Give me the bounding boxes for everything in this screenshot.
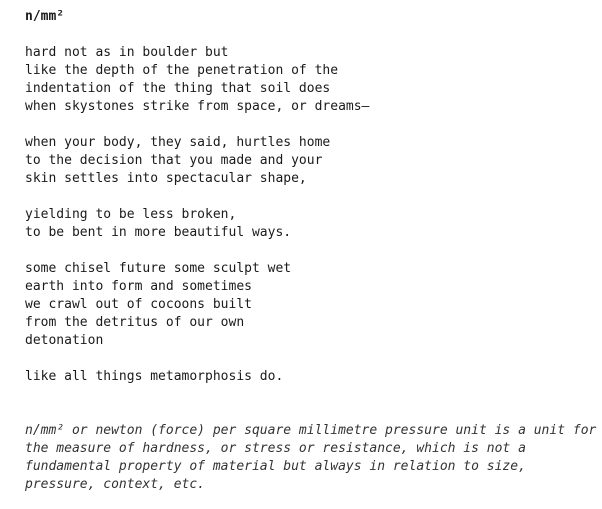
poem-line: we crawl out of cocoons built — [25, 297, 252, 312]
poem-line: indentation of the thing that soil does — [25, 81, 331, 96]
poem-line: to the decision that you made and your — [25, 153, 323, 168]
footnote-line: the measure of hardness, or stress or resistance, which is not a — [25, 441, 526, 456]
stanza-3 — [25, 206, 595, 242]
stanza-1 — [25, 44, 595, 116]
poem-line: some chisel future some sculpt wet — [25, 261, 292, 276]
poem-line: detonation — [25, 333, 104, 348]
poem-title: n/mm² — [25, 9, 65, 24]
stanza-4 — [25, 260, 595, 350]
poem-line: like all things metamorphosis do. — [25, 369, 284, 384]
stanza-5 — [25, 368, 595, 386]
poem-line: when skystones strike from space, or dreams— — [25, 99, 370, 114]
stanza-2 — [25, 134, 595, 188]
poem-line: yielding to be less broken, — [25, 207, 237, 222]
footnote-line: pressure, context, etc. — [25, 477, 206, 492]
poem-line: like the depth of the penetration of the — [25, 63, 339, 78]
poem-line: skin settles into spectacular shape, — [25, 171, 307, 186]
footnote — [25, 422, 595, 494]
poem-line: when your body, they said, hurtles home — [25, 135, 331, 150]
poem-line: hard not as in boulder but — [25, 45, 229, 60]
footnote-line: fundamental property of material but always in relation to size, — [25, 459, 526, 474]
poem-line: from the detritus of our own — [25, 315, 245, 330]
poem-line: earth into form and sometimes — [25, 279, 252, 294]
poem-page — [25, 8, 595, 494]
footnote-line: n/mm² or newton (force) per square millimetre pressure unit is a unit for — [25, 423, 597, 438]
poem-line: to be bent in more beautiful ways. — [25, 225, 292, 240]
